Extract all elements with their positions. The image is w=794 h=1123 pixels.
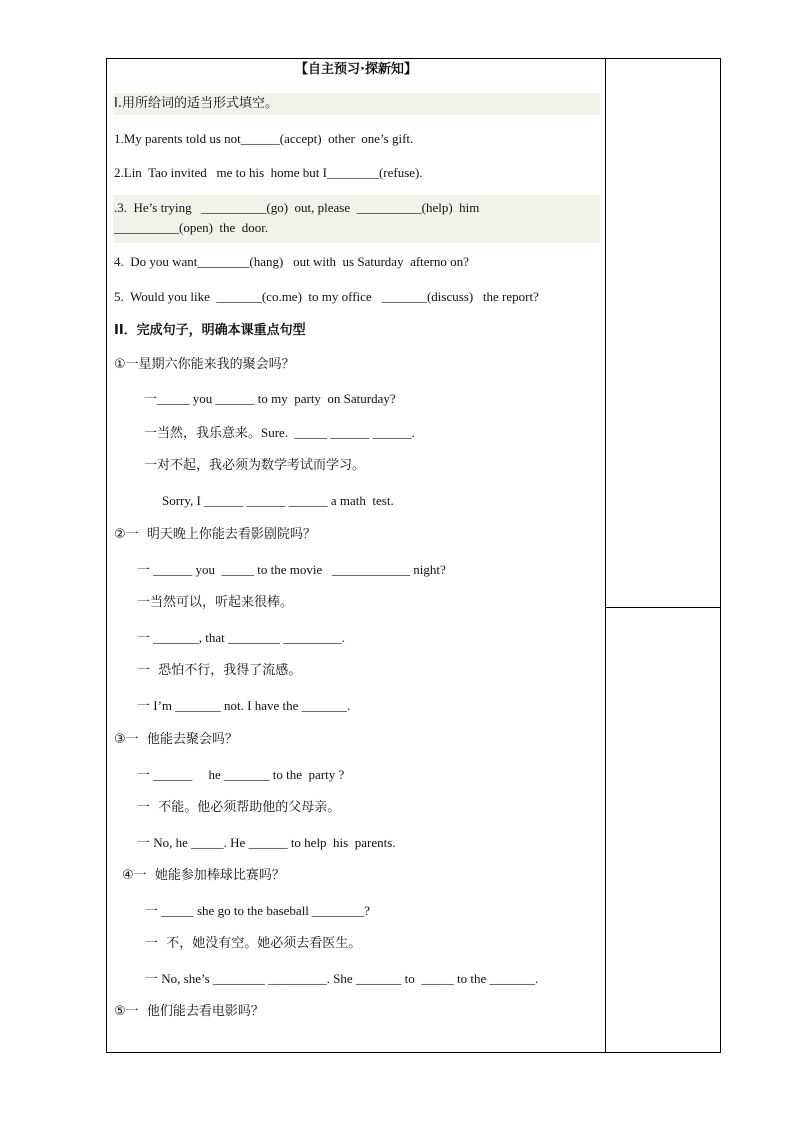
q1-prompt: ①一星期六你能来我的聚会吗？ — [114, 357, 295, 372]
q2-line-3: 一 _______, that ________ _________. — [137, 630, 345, 645]
q1-line-3: 一对不起，我必须为数学考试而学习。 — [144, 458, 366, 473]
exercise-item-1: 1.My parents told us not______(accept) other one’s gift. — [114, 131, 414, 146]
section2-heading: II．完成句子，明确本课重点句型 — [114, 323, 306, 338]
page-title: 【自主预习·探新知】 — [295, 62, 417, 77]
worksheet-table — [106, 58, 721, 1053]
q4-line-2: 一 不，她没有空。她必须去看医生。 — [145, 936, 362, 951]
q4-prompt: ④一 她能参加棒球比赛吗？ — [122, 868, 285, 883]
q3-prompt: ③一 他能去聚会吗？ — [114, 732, 238, 747]
exercise-item-3: .3. He’s trying __________(go) out, please __________(help) him — [114, 200, 480, 215]
exercise-item-3-cont: __________(open) the door. — [114, 220, 269, 235]
q2-line-1: 一 ______ you _____ to the movie ____________ night? — [137, 562, 446, 577]
q5-prompt: ⑤一 他们能去看电影吗？ — [114, 1004, 264, 1019]
q4-line-1: 一 _____ she go to the baseball ________? — [145, 903, 370, 918]
q3-line-1: 一 ______ he _______ to the party ? — [137, 767, 345, 782]
exercise-item-5: 5. Would you like _______(co.me) to my office _______(discuss) the report? — [114, 289, 539, 304]
q3-line-3: 一 No, he _____. He ______ to help his parents. — [137, 835, 396, 850]
section1-heading: I.用所给词的适当形式填空。 — [114, 96, 278, 111]
exercise-item-4: 4. Do you want________(hang) out with us Saturday afterno on? — [114, 254, 469, 269]
q1-line-4: Sorry, I ______ ______ ______ a math test. — [162, 493, 394, 508]
q3-line-2: 一 不能。他必须帮助他的父母亲。 — [137, 800, 341, 815]
q1-line-1: 一_____ you ______ to my party on Saturday? — [144, 391, 396, 406]
exercise-item-2: 2.Lin Tao invited me to his home but I________(refuse). — [114, 165, 423, 180]
q2-line-4: 一 恐怕不行，我得了流感。 — [137, 663, 302, 678]
q2-prompt: ②一 明天晚上你能去看影剧院吗？ — [114, 527, 316, 542]
q4-line-3: 一 No, she’s ________ _________. She _______ to _____ to the _______. — [145, 971, 539, 986]
q2-line-2: 一当然可以，听起来很棒。 — [137, 595, 294, 610]
q2-line-5: 一 I’m _______ not. I have the _______. — [137, 698, 351, 713]
q1-line-2: 一当然，我乐意来。Sure. _____ ______ ______. — [144, 425, 415, 440]
